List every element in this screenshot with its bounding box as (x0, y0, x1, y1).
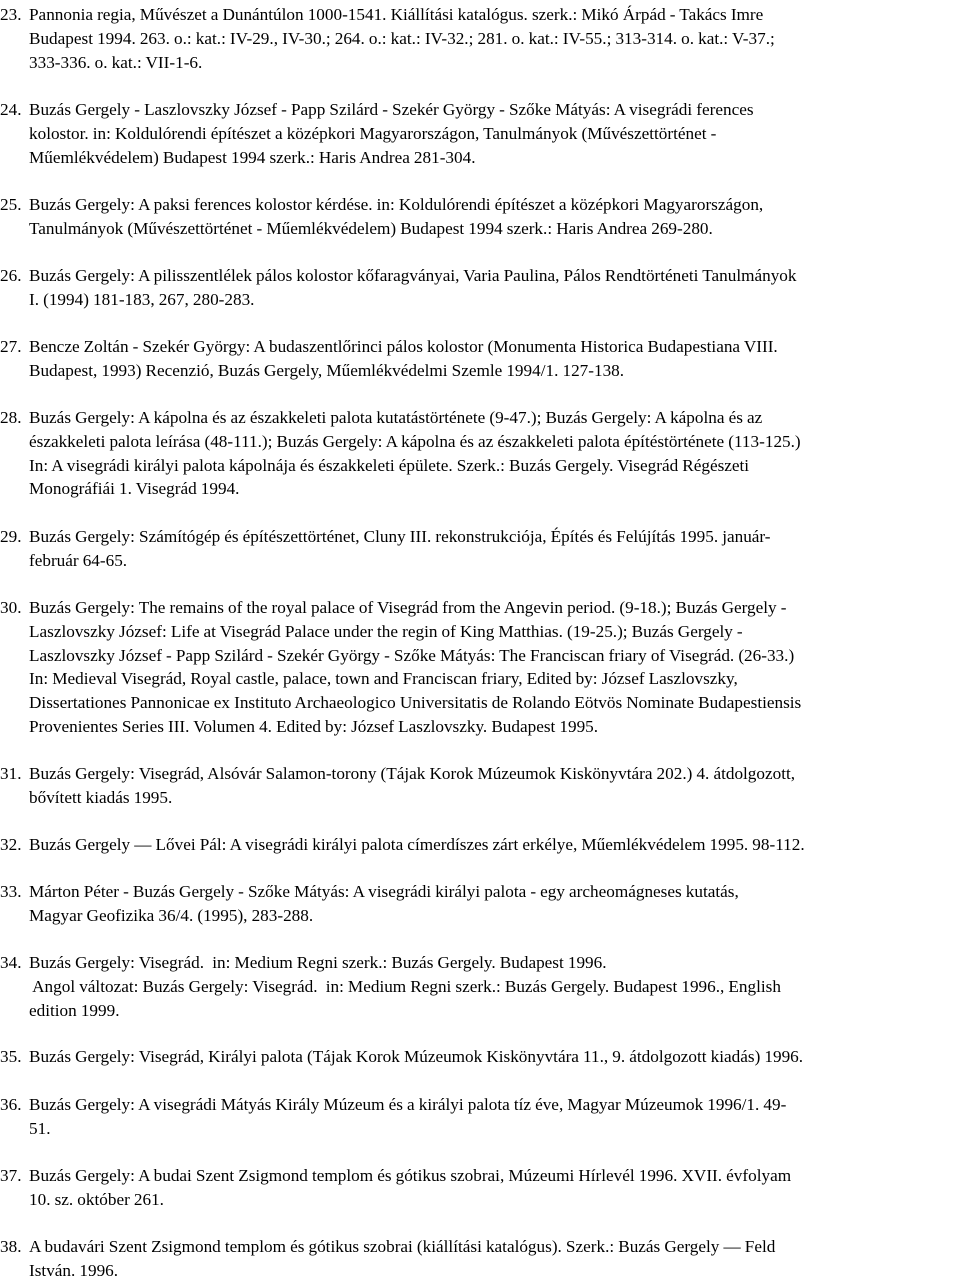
entry-text (29, 193, 958, 241)
bibliography-entry (0, 193, 958, 241)
entry-text (29, 1235, 958, 1283)
entry-line: Buzás Gergely: Visegrád, Alsóvár Salamon-torony (Tájak Korok Múzeumok Kiskönyvtára 202.) 4. átdolgozott, (29, 764, 796, 783)
entry-line: Tanulmányok (Művészettörténet - Műemlékvédelem) Budapest 1994 szerk.: Haris Andrea 269-280. (29, 218, 713, 238)
entry-text (29, 833, 958, 857)
bibliography-entry (0, 264, 958, 312)
bibliography-entry (0, 596, 958, 739)
entry-line: Buzás Gergely: Visegrád, Királyi palota (Tájak Korok Múzeumok Kiskönyvtára 11., 9. átdolgozott kiadás) 1996. (29, 1047, 804, 1066)
bibliography-entry (0, 1164, 958, 1212)
entry-text (29, 98, 958, 169)
entry-line: In: A visegrádi királyi palota kápolnája és északkeleti épülete. Szerk.: Buzás Gergely. Visegrád Régészeti (29, 455, 750, 475)
entry-line: Provenientes Series III. Volumen 4. Edited by: József Laszlovszky. Budapest 1995. (29, 716, 599, 736)
bibliography-entry (0, 951, 958, 1022)
entry-number: 30. (0, 598, 22, 617)
entry-line: Márton Péter - Buzás Gergely - Szőke Mátyás: A visegrádi királyi palota - egy archeomágneses kutatás, (29, 882, 739, 901)
entry-line: Buzás Gergely - Laszlovszky József - Papp Szilárd - Szekér György - Szőke Mátyás: A visegrádi ferences (29, 100, 754, 119)
entry-text (29, 525, 958, 573)
bibliography-entry (0, 335, 958, 383)
entry-line: Bencze Zoltán - Szekér György: A budaszentlőrinci pálos kolostor (Monumenta Historica Budapestiana VIII. (29, 337, 778, 356)
entry-line: In: Medieval Visegrád, Royal castle, palace, town and Franciscan friary, Edited by: József Laszlovszky, (29, 669, 738, 689)
bibliography-entry (0, 1235, 958, 1283)
entry-text (29, 1045, 958, 1069)
entry-line: északkeleti palota leírása (48-111.); Buzás Gergely: A kápolna és az északkeleti palota építéstörténete (113-125.) (29, 431, 801, 451)
entry-line: Buzás Gergely: A budai Szent Zsigmond templom és gótikus szobrai, Múzeumi Hírlevél 1996. XVII. évfolyam (29, 1166, 792, 1185)
entry-line: 333-336. o. kat.: VII-1-6. (29, 52, 203, 72)
entry-text (29, 1093, 958, 1141)
bibliography-entry (0, 525, 958, 573)
bibliography-entry (0, 98, 958, 169)
entry-line: István. 1996. (29, 1260, 119, 1280)
entry-line: Budapest 1994. 263. o.: kat.: IV-29., IV-30.; 264. o.: kat.: IV-32.; 281. o. kat.: IV-55.; 313-314. o. kat.: V-37.; (29, 28, 775, 48)
entry-line: edition 1999. (29, 1000, 120, 1020)
entry-number: 32. (0, 835, 22, 854)
bibliography-entry (0, 1045, 958, 1069)
entry-number: 33. (0, 882, 22, 901)
entry-line: február 64-65. (29, 550, 128, 570)
entry-number: 25. (0, 195, 22, 214)
entry-line: Laszlovszky József: Life at Visegrád Palace under the regin of King Matthias. (19-25.); Buzás Gergely - (29, 621, 743, 641)
bibliography-entry (0, 762, 958, 810)
entry-number: 37. (0, 1166, 22, 1185)
entry-number: 26. (0, 266, 22, 285)
entry-line: kolostor. in: Koldulórendi építészet a középkori Magyarországon, Tanulmányok (Művészettörténet - (29, 123, 717, 143)
bibliography-entry (0, 3, 958, 74)
entry-line: Buzás Gergely: A visegrádi Mátyás Király Múzeum és a királyi palota tíz éve, Magyar Múzeumok 1996/1. 49- (29, 1095, 787, 1114)
bibliography-entry (0, 880, 958, 928)
entry-line: Műemlékvédelem) Budapest 1994 szerk.: Haris Andrea 281-304. (29, 147, 476, 167)
entry-line: Buzás Gergely: A kápolna és az északkeleti palota kutatástörténete (9-47.); Buzás Gergely: A kápolna és az (29, 408, 763, 427)
entry-line: Laszlovszky József - Papp Szilárd - Szekér György - Szőke Mátyás: The Franciscan friary of Visegrád. (26-33.) (29, 645, 795, 665)
entry-line: Buzás Gergely: A pilisszentlélek pálos kolostor kőfaragványai, Varia Paulina, Pálos Rendtörténeti Tanulmányok (29, 266, 797, 285)
entry-text (29, 335, 958, 383)
entry-line: Angol változat: Buzás Gergely: Visegrád. in: Medium Regni szerk.: Buzás Gergely. Budapest 1996., English (29, 976, 781, 996)
entry-line: Buzás Gergely — Lővei Pál: A visegrádi királyi palota címerdíszes zárt erkélye, Műemlékvédelem 1995. 98-112. (29, 835, 805, 854)
entry-number: 29. (0, 527, 22, 546)
bibliography-entry (0, 406, 958, 501)
entry-line: I. (1994) 181-183, 267, 280-283. (29, 289, 255, 309)
entry-line: Monográfiái 1. Visegrád 1994. (29, 479, 240, 499)
entry-line: Budapest, 1993) Recenzió, Buzás Gergely, Műemlékvédelmi Szemle 1994/1. 127-138. (29, 360, 625, 380)
entry-text (29, 264, 958, 312)
entry-line: Buzás Gergely: A paksi ferences kolostor kérdése. in: Koldulórendi építészet a középkori Magyarországon, (29, 195, 764, 214)
entry-line: Buzás Gergely: Számítógép és építészettörténet, Cluny III. rekonstrukciója, Építés és Felújítás 1995. január- (29, 527, 771, 546)
entry-line: 51. (29, 1118, 51, 1138)
entry-line: bővített kiadás 1995. (29, 787, 173, 807)
entry-line: Dissertationes Pannonicae ex Instituto Archaeologico Universitatis de Rolando Eötvös Nominate Budapestiensis (29, 693, 802, 713)
entry-text (29, 880, 958, 928)
entry-text (29, 596, 958, 739)
entry-number: 36. (0, 1095, 22, 1114)
entry-number: 28. (0, 408, 22, 427)
entry-line: 10. sz. október 261. (29, 1189, 164, 1209)
entry-number: 38. (0, 1237, 22, 1256)
entry-text (29, 1164, 958, 1212)
entry-number: 35. (0, 1047, 22, 1066)
bibliography-entry (0, 833, 958, 857)
entry-text (29, 406, 958, 501)
entry-number: 34. (0, 953, 22, 972)
bibliography-entry (0, 1093, 958, 1141)
entry-text (29, 3, 958, 74)
entry-line: Pannonia regia, Művészet a Dunántúlon 1000-1541. Kiállítási katalógus. szerk.: Mikó Árpád - Takács Imre (29, 5, 764, 24)
entry-number: 27. (0, 337, 22, 356)
entry-text (29, 762, 958, 810)
entry-line: A budavári Szent Zsigmond templom és gótikus szobrai (kiállítási katalógus). Szerk.: Buzás Gergely — Feld (29, 1237, 776, 1256)
entry-number: 23. (0, 5, 22, 24)
entry-text (29, 951, 958, 1022)
entry-line: Magyar Geofizika 36/4. (1995), 283-288. (29, 905, 314, 925)
entry-line: Buzás Gergely: The remains of the royal palace of Visegrád from the Angevin period. (9-18.); Buzás Gergely - (29, 598, 787, 617)
entry-number: 31. (0, 764, 22, 783)
entry-line: Buzás Gergely: Visegrád. in: Medium Regni szerk.: Buzás Gergely. Budapest 1996. (29, 953, 607, 972)
entry-number: 24. (0, 100, 22, 119)
